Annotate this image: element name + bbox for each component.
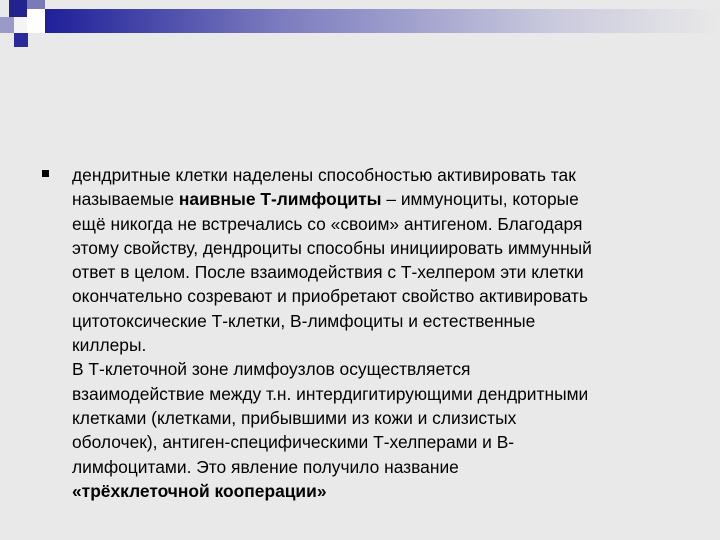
text-line xyxy=(72,479,682,503)
square-bullet-icon xyxy=(42,170,49,177)
text-segment: цитотоксические Т-клетки, В-лимфоциты и естественные xyxy=(72,310,536,331)
text-line xyxy=(72,406,682,430)
text-segment: оболочек), антиген-специфическими Т-хелперами и В- xyxy=(72,432,515,453)
text-segment: ещё никогда не встречались со «своим» антигеном. Благодаря xyxy=(72,213,583,234)
text-line xyxy=(72,382,682,406)
text-segment: киллеры. xyxy=(72,335,147,356)
text-line xyxy=(72,284,682,308)
deco-square-2 xyxy=(27,0,45,9)
text-segment: называемые xyxy=(72,189,179,210)
bold-term: «трёхклеточной кооперации» xyxy=(72,480,327,501)
bold-term: наивные Т-лимфоциты xyxy=(178,189,382,210)
header-gradient-band xyxy=(45,9,720,33)
deco-square-5 xyxy=(27,9,45,33)
text-segment: ответ в целом. После взаимодействия с Т-хелпером эти клетки xyxy=(72,262,584,283)
bullet-text xyxy=(72,163,682,503)
bullet-item xyxy=(42,163,682,503)
text-line xyxy=(72,187,682,211)
text-line xyxy=(72,357,682,381)
text-line xyxy=(72,260,682,284)
text-line xyxy=(72,236,682,260)
deco-square-6 xyxy=(14,33,28,47)
text-line xyxy=(72,163,682,187)
deco-square-1 xyxy=(9,0,27,17)
text-segment: В Т-клеточной зоне лимфоузлов осуществляется xyxy=(72,359,471,380)
text-line xyxy=(72,212,682,236)
text-line xyxy=(72,455,682,479)
text-segment: окончательно созревают и приобретают свойство активировать xyxy=(72,286,588,307)
text-segment: – иммуноциты, которые xyxy=(381,189,579,210)
text-line xyxy=(72,309,682,333)
deco-square-3 xyxy=(0,17,14,33)
header-decoration xyxy=(0,0,720,60)
text-line xyxy=(72,430,682,454)
text-segment: этому свойству, дендроциты способны инициировать иммунный xyxy=(72,237,592,258)
text-segment: лимфоцитами. Это явление получило название xyxy=(72,456,459,477)
text-segment: дендритные клетки наделены способностью активировать так xyxy=(72,165,576,185)
text-segment: взаимодействие между т.н. интердигитирующими дендритными xyxy=(72,383,589,404)
text-segment: клетками (клетками, прибывшими из кожи и слизистых xyxy=(72,407,517,428)
text-line xyxy=(72,333,682,357)
deco-square-4 xyxy=(14,17,27,33)
